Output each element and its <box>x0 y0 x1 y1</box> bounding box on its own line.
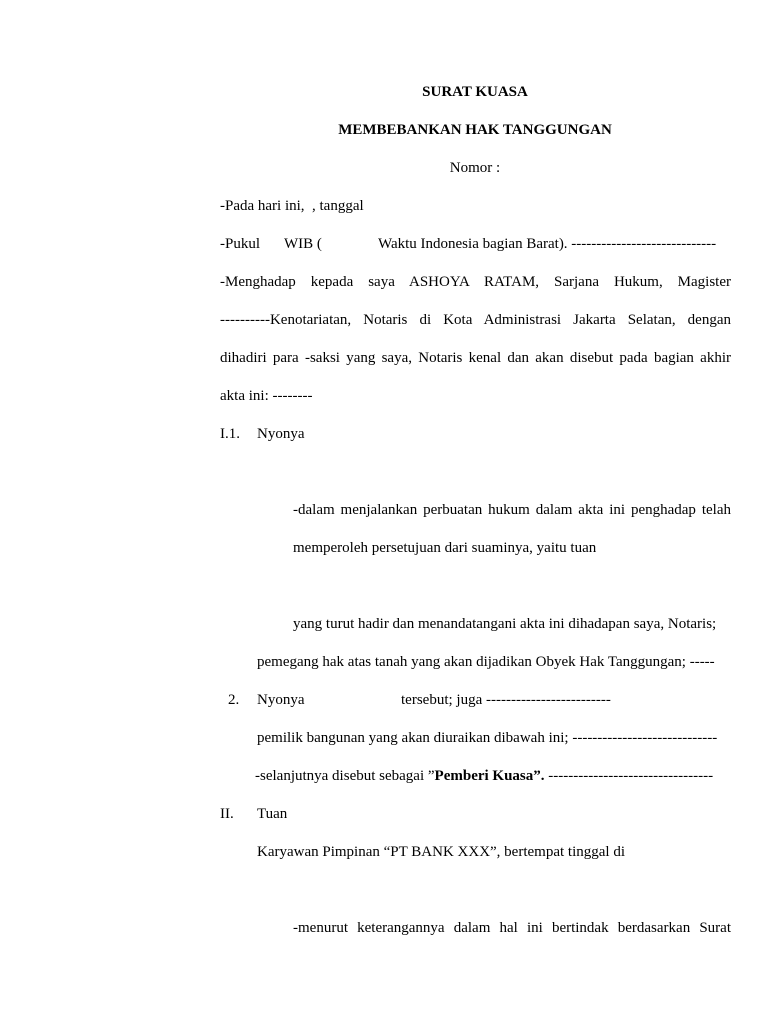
item-1-label: Nyonya <box>257 426 305 442</box>
appearance-paragraph-line-1: -Menghadap kepada saya ASHOYA RATAM, Sarjana Hukum, Magister <box>220 274 731 290</box>
document-title: SURAT KUASA <box>422 84 528 100</box>
owner-line: pemilik bangunan yang akan diuraikan dibawah ini; ----------------------------- <box>257 730 718 746</box>
document-subtitle: MEMBEBANKAN HAK TANGGUNGAN <box>338 122 612 138</box>
item-3-number: II. <box>220 806 234 822</box>
time-line-wib: WIB ( <box>284 236 322 252</box>
hereafter-text: -selanjutnya disebut sebagai ” <box>255 768 435 784</box>
item-2-text: tersebut; juga ------------------------- <box>401 692 611 708</box>
appearance-paragraph-line-2: ----------Kenotariatan, Notaris di Kota Administrasi Jakarta Selatan, dengan <box>220 312 731 328</box>
holder-line: pemegang hak atas tanah yang akan dijadikan Obyek Hak Tanggungan; ----- <box>257 654 715 670</box>
consent-line-1: -dalam menjalankan perbuatan hukum dalam akta ini penghadap telah <box>293 502 731 518</box>
day-line-date: , tanggal <box>312 198 364 214</box>
item-3-label: Tuan <box>257 806 288 822</box>
appearance-paragraph-line-3: dihadiri para -saksi yang saya, Notaris kenal dan akan disebut pada bagian akhir <box>220 350 731 366</box>
time-line-start: -Pukul <box>220 236 261 252</box>
document-number-label: Nomor : <box>449 160 501 176</box>
day-line-start: -Pada hari ini, <box>220 198 305 214</box>
statement-line: -menurut keterangannya dalam hal ini bertindak berdasarkan Surat <box>293 920 731 936</box>
item-2-label: Nyonya <box>257 692 305 708</box>
time-line-zone: Waktu Indonesia bagian Barat). ----------------------------- <box>378 236 717 252</box>
appearance-paragraph-line-4: akta ini: -------- <box>220 388 313 404</box>
hereafter-line <box>255 767 713 785</box>
employee-line: Karyawan Pimpinan “PT BANK XXX”, bertempat tinggal di <box>257 844 625 860</box>
hereafter-dashes: --------------------------------- <box>544 768 714 784</box>
item-2-number: 2. <box>228 692 240 708</box>
consent-line-2: memperoleh persetujuan dari suaminya, yaitu tuan <box>293 540 597 556</box>
presence-line: yang turut hadir dan menandatangani akta ini dihadapan saya, Notaris; <box>293 616 717 632</box>
item-1-number: I.1. <box>220 426 240 442</box>
grantor-term: Pemberi Kuasa”. <box>434 768 545 784</box>
